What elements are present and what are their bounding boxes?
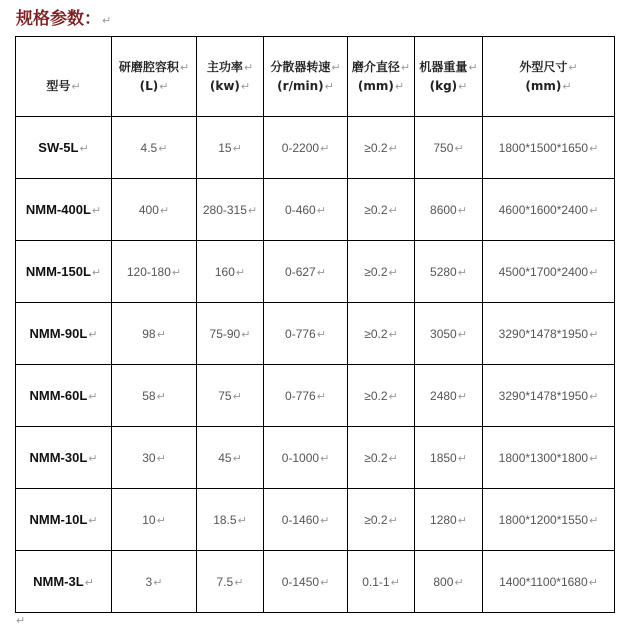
header-cell: 主功率↵ (kw)↵ bbox=[197, 37, 264, 117]
size-cell: 4500*1700*2400↵ bbox=[483, 241, 615, 303]
weight-cell: 1280↵ bbox=[415, 489, 483, 551]
weight-cell: 1850↵ bbox=[415, 427, 483, 489]
power-cell: 160↵ bbox=[197, 241, 264, 303]
power-cell: 280-315↵ bbox=[197, 179, 264, 241]
media-cell: ≥0.2↵ bbox=[348, 365, 415, 427]
model-cell: NMM-150L↵ bbox=[16, 241, 112, 303]
media-cell: 0.1-1↵ bbox=[348, 551, 415, 613]
speed-cell: 0-2200↵ bbox=[264, 117, 348, 179]
speed-cell: 0-1450↵ bbox=[264, 551, 348, 613]
weight-cell: 3050↵ bbox=[415, 303, 483, 365]
spec-table bbox=[15, 36, 615, 613]
page-title: 规格参数：↵ bbox=[16, 9, 112, 29]
weight-cell: 8600↵ bbox=[415, 179, 483, 241]
volume-cell: 58↵ bbox=[112, 365, 197, 427]
speed-cell: 0-776↵ bbox=[264, 303, 348, 365]
power-cell: 75-90↵ bbox=[197, 303, 264, 365]
size-cell: 1400*1100*1680↵ bbox=[483, 551, 615, 613]
header-cell: 机器重量↵ (kg)↵ bbox=[415, 37, 483, 117]
size-cell: 1800*1300*1800↵ bbox=[483, 427, 615, 489]
model-cell: NMM-90L↵ bbox=[16, 303, 112, 365]
model-cell: NMM-30L↵ bbox=[16, 427, 112, 489]
model-cell: NMM-3L↵ bbox=[16, 551, 112, 613]
header-cell: 磨介直径↵ (mm)↵ bbox=[348, 37, 415, 117]
table-header-row bbox=[16, 37, 615, 117]
header-cell: 分散器转速↵ (r/min)↵ bbox=[264, 37, 348, 117]
volume-cell: 10↵ bbox=[112, 489, 197, 551]
volume-cell: 3↵ bbox=[112, 551, 197, 613]
model-cell: NMM-10L↵ bbox=[16, 489, 112, 551]
media-cell: ≥0.2↵ bbox=[348, 303, 415, 365]
model-cell: SW-5L↵ bbox=[16, 117, 112, 179]
volume-cell: 400↵ bbox=[112, 179, 197, 241]
power-cell: 18.5↵ bbox=[197, 489, 264, 551]
header-cell: 型号↵ bbox=[16, 37, 112, 117]
power-cell: 15↵ bbox=[197, 117, 264, 179]
power-cell: 45↵ bbox=[197, 427, 264, 489]
speed-cell: 0-1000↵ bbox=[264, 427, 348, 489]
volume-cell: 98↵ bbox=[112, 303, 197, 365]
table-row bbox=[16, 241, 615, 303]
table-row bbox=[16, 303, 615, 365]
speed-cell: 0-1460↵ bbox=[264, 489, 348, 551]
table-row bbox=[16, 117, 615, 179]
media-cell: ≥0.2↵ bbox=[348, 179, 415, 241]
volume-cell: 120-180↵ bbox=[112, 241, 197, 303]
table-row bbox=[16, 427, 615, 489]
size-cell: 1800*1200*1550↵ bbox=[483, 489, 615, 551]
size-cell: 3290*1478*1950↵ bbox=[483, 365, 615, 427]
weight-cell: 2480↵ bbox=[415, 365, 483, 427]
size-cell: 3290*1478*1950↵ bbox=[483, 303, 615, 365]
table-row bbox=[16, 489, 615, 551]
weight-cell: 800↵ bbox=[415, 551, 483, 613]
power-cell: 75↵ bbox=[197, 365, 264, 427]
media-cell: ≥0.2↵ bbox=[348, 241, 415, 303]
table-row bbox=[16, 179, 615, 241]
model-cell: NMM-400L↵ bbox=[16, 179, 112, 241]
volume-cell: 4.5↵ bbox=[112, 117, 197, 179]
table-row bbox=[16, 551, 615, 613]
speed-cell: 0-627↵ bbox=[264, 241, 348, 303]
trailing-paragraph-mark: ↵ bbox=[16, 615, 26, 627]
weight-cell: 750↵ bbox=[415, 117, 483, 179]
media-cell: ≥0.2↵ bbox=[348, 117, 415, 179]
speed-cell: 0-776↵ bbox=[264, 365, 348, 427]
model-cell: NMM-60L↵ bbox=[16, 365, 112, 427]
volume-cell: 30↵ bbox=[112, 427, 197, 489]
header-cell: 研磨腔容积↵ (L)↵ bbox=[112, 37, 197, 117]
media-cell: ≥0.2↵ bbox=[348, 489, 415, 551]
size-cell: 1800*1500*1650↵ bbox=[483, 117, 615, 179]
header-cell: 外型尺寸↵ (mm)↵ bbox=[483, 37, 615, 117]
media-cell: ≥0.2↵ bbox=[348, 427, 415, 489]
size-cell: 4600*1600*2400↵ bbox=[483, 179, 615, 241]
power-cell: 7.5↵ bbox=[197, 551, 264, 613]
table-row bbox=[16, 365, 615, 427]
speed-cell: 0-460↵ bbox=[264, 179, 348, 241]
weight-cell: 5280↵ bbox=[415, 241, 483, 303]
